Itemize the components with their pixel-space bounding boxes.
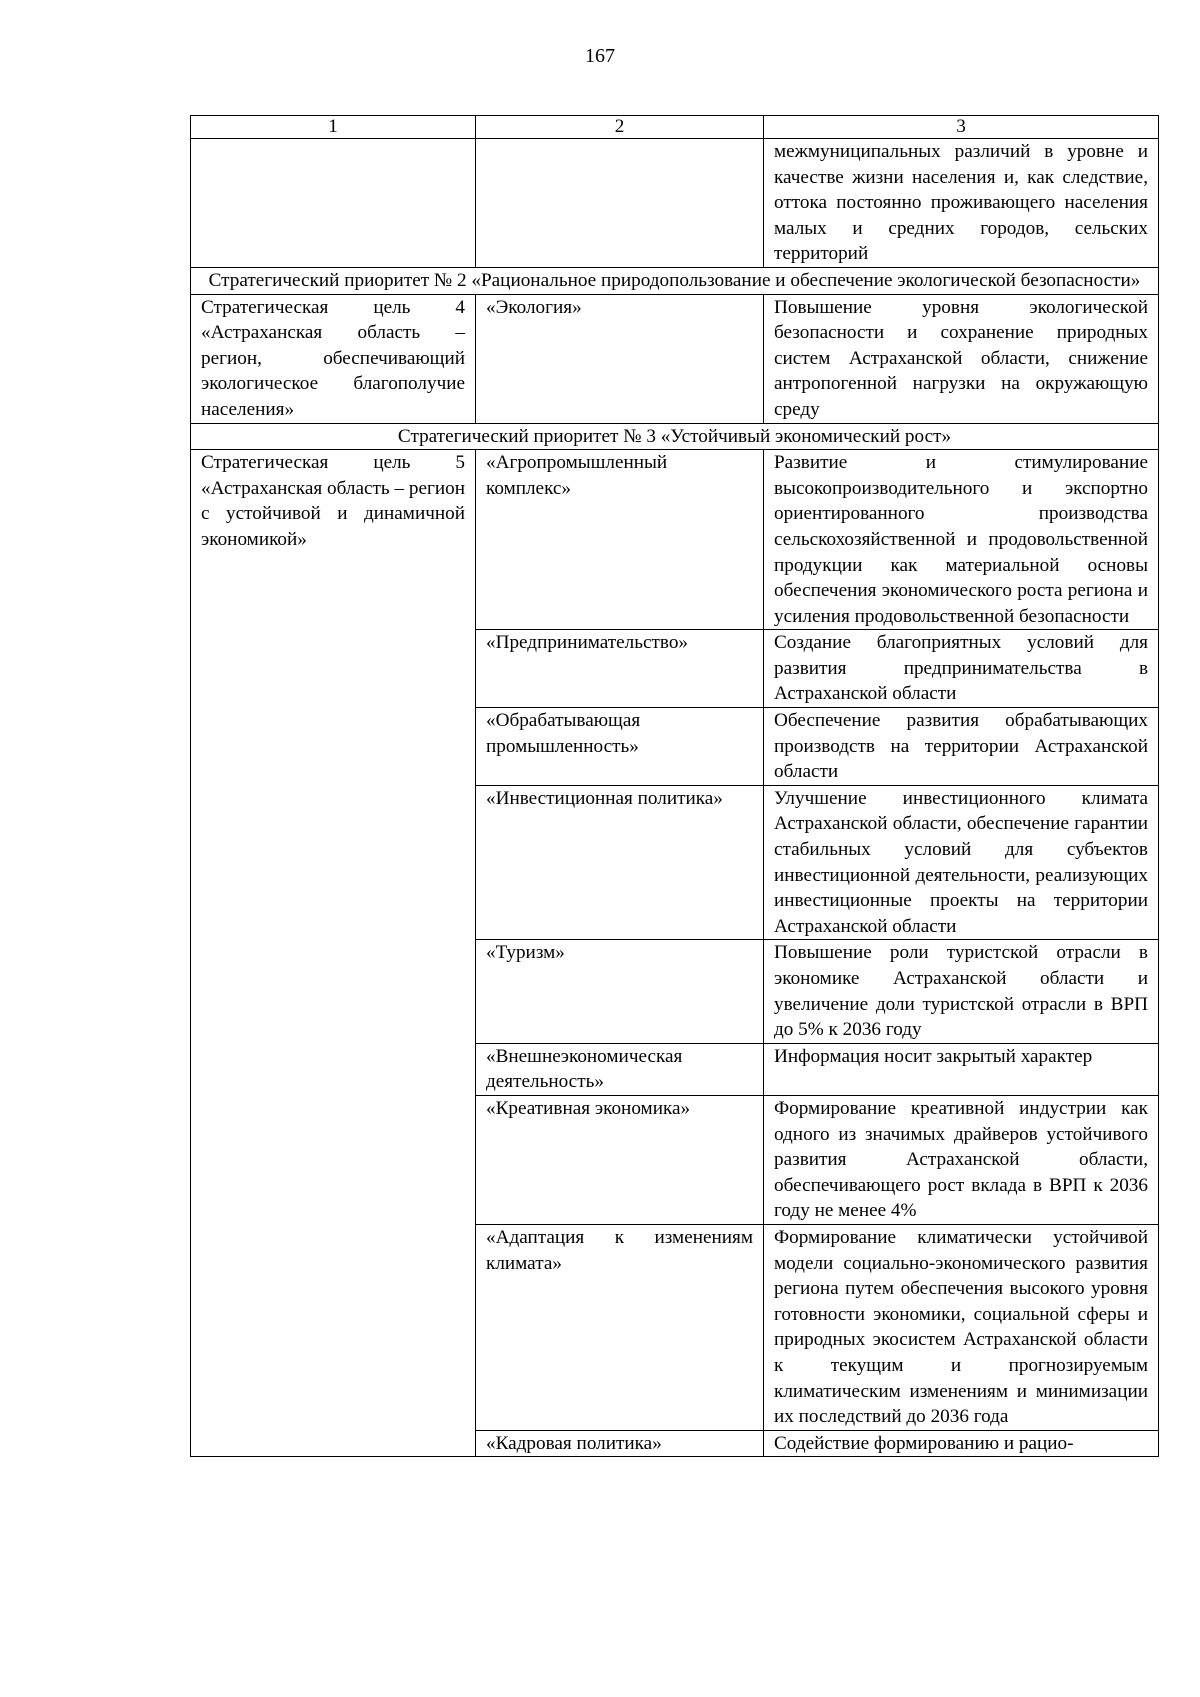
cell-goal: Стратегическая цель 4 «Астраханская область – регион, обеспечивающий экологическое благополучие населения» [191,294,476,423]
cell-direction: «Креативная экономика» [476,1095,764,1224]
cell-direction: «Агропромышленный комплекс» [476,450,764,630]
cell-direction: «Экология» [476,294,764,423]
cell-direction: «Внешнеэкономическая деятельность» [476,1043,764,1095]
table-header-row [191,116,1159,139]
cell-direction: «Обрабатывающая промышленность» [476,708,764,786]
table-row-continued [191,139,1159,268]
cell-goal-empty [191,139,476,268]
strategy-table [190,115,1159,1457]
cell-description: Повышение роли туристской отрасли в экономике Астраханской области и увеличение доли туристской отрасли в ВРП до 5% к 2036 году [764,940,1159,1043]
table-row-goal-4 [191,294,1159,423]
priority-row-2 [191,267,1159,294]
column-header-1: 1 [191,116,476,139]
cell-description: Информация носит закрытый характер [764,1043,1159,1095]
priority-row-3 [191,423,1159,450]
cell-description: Обеспечение развития обрабатывающих производств на территории Астраханской области [764,708,1159,786]
cell-description: Повышение уровня экологической безопасности и сохранение природных систем Астраханской области, снижение антропогенной нагрузки на окружающую среду [764,294,1159,423]
cell-description: Формирование климатически устойчивой модели социально-экономического развития региона путем обеспечения высокого уровня готовности экономики, социальной сферы и природных экосистем Астраханской области к текущим и прогнозируемым климатическим изменениям и минимизации их последствий до 2036 года [764,1224,1159,1430]
cell-direction: «Инвестиционная политика» [476,785,764,940]
cell-description: межмуниципальных различий в уровне и качестве жизни населения и, как следствие, оттока постоянно проживающего населения малых и средних городов, сельских территорий [764,139,1159,268]
cell-description: Развитие и стимулирование высокопроизводительного и экспортно ориентированного производства сельскохозяйственной и продовольственной продукции как материальной основы обеспечения экономического роста региона и усиления продовольственной безопасности [764,450,1159,630]
priority-heading: Стратегический приоритет № 2 «Рациональное природопользование и обеспечение экологической безопасности» [191,267,1159,294]
cell-direction: «Адаптация к изменениям климата» [476,1224,764,1430]
cell-direction: «Туризм» [476,940,764,1043]
cell-description: Создание благоприятных условий для развития предпринимательства в Астраханской области [764,630,1159,708]
priority-heading: Стратегический приоритет № 3 «Устойчивый экономический рост» [191,423,1159,450]
column-header-2: 2 [476,116,764,139]
cell-description: Содействие формированию и рацио- [764,1430,1159,1457]
column-header-3: 3 [764,116,1159,139]
cell-goal: Стратегическая цель 5 «Астраханская область – регион с устойчивой и динамичной экономикой» [191,450,476,1457]
cell-description: Улучшение инвестиционного климата Астраханской области, обеспечение гарантии стабильных условий для субъектов инвестиционной деятельности, реализующих инвестиционные проекты на территории Астраханской области [764,785,1159,940]
cell-direction: «Кадровая политика» [476,1430,764,1457]
page-number: 167 [585,45,615,67]
cell-direction: «Предпринимательство» [476,630,764,708]
cell-direction-empty [476,139,764,268]
table-row [191,450,1159,630]
cell-description: Формирование креативной индустрии как одного из значимых драйверов устойчивого развития Астраханской области, обеспечивающего рост вклада в ВРП к 2036 году не менее 4% [764,1095,1159,1224]
